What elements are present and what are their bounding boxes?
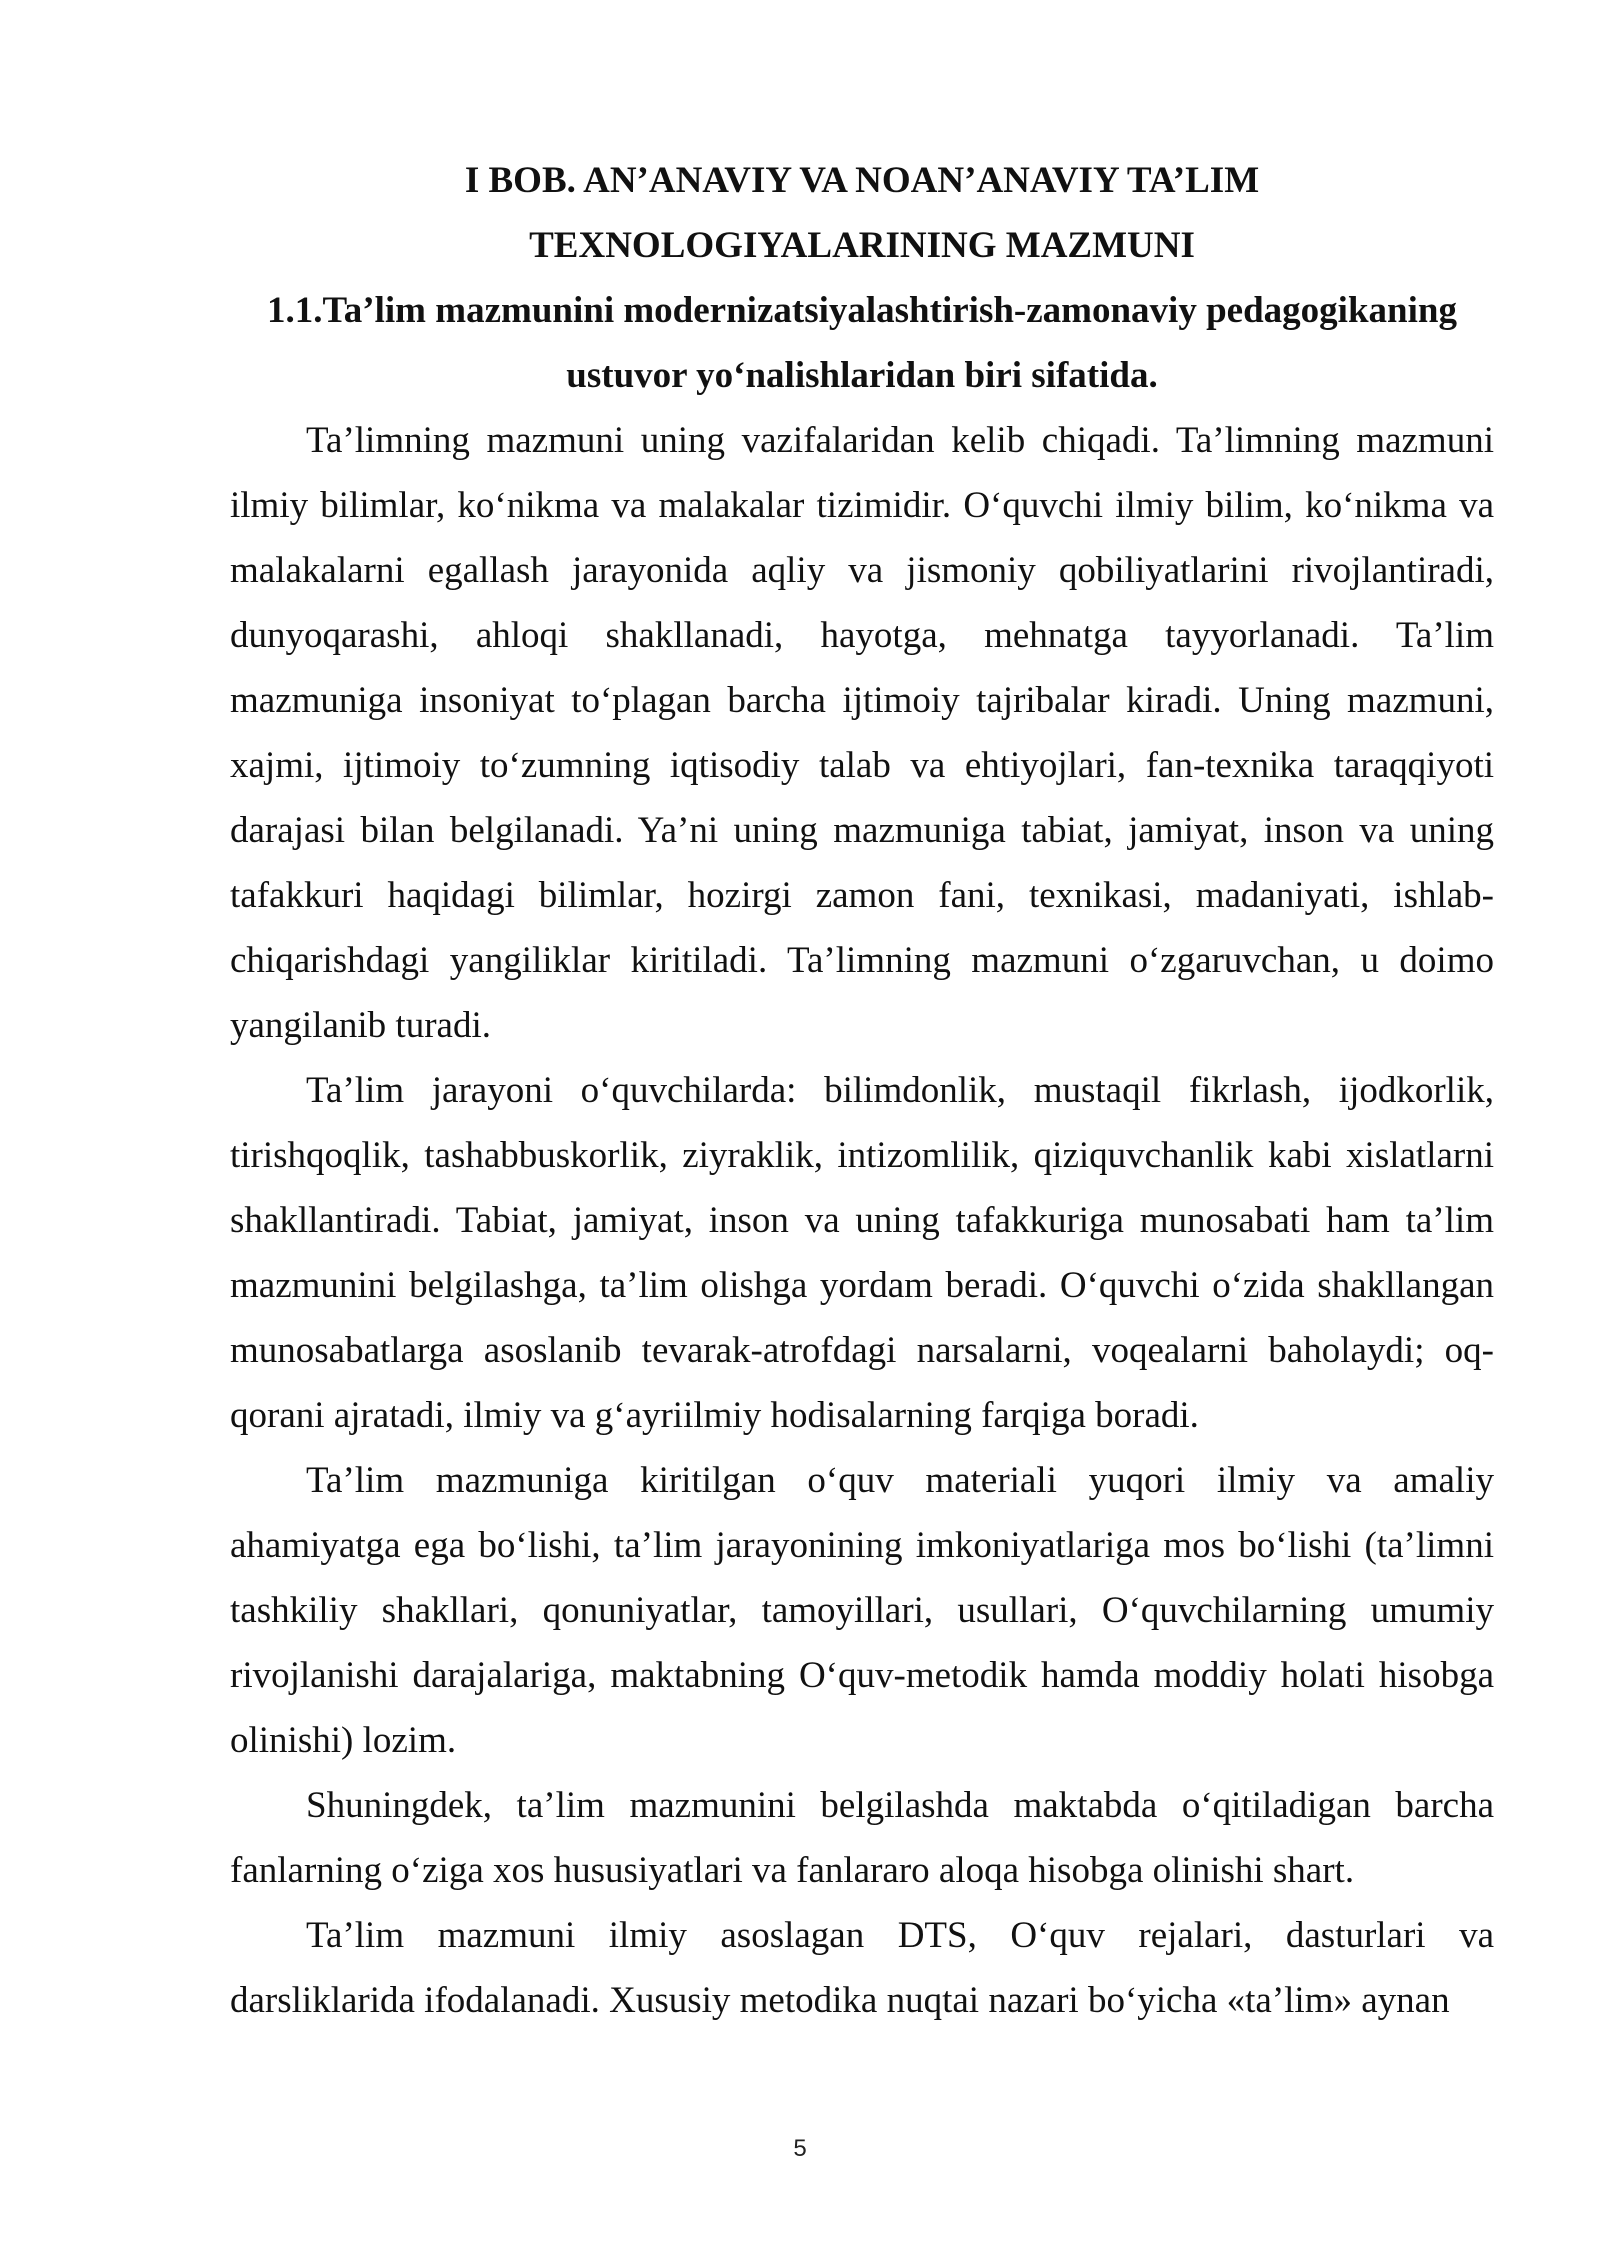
chapter-title-line-2: TEXNOLOGIYALARINING MAZMUNI bbox=[529, 225, 1195, 266]
paragraph-4: Shuningdek, ta’lim mazmunini belgilashda maktabda o‘qitiladigan barcha fanlarning o‘ziga xos hususiyatlari va fanlararo aloqa hisobga olinishi shart. bbox=[230, 1785, 1494, 1891]
page-number: 5 bbox=[793, 2135, 807, 2162]
section-title-line-2: ustuvor yo‘nalishlaridan biri sifatida. bbox=[566, 355, 1158, 396]
chapter-title-line-1: I BOB. AN’ANAVIY VA NOAN’ANAVIY TA’LIM bbox=[464, 160, 1260, 201]
section-title-line-1: 1.1.Ta’lim mazmunini modernizatsiyalashtirish-zamonaviy pedagogikaning bbox=[267, 290, 1457, 331]
paragraph-5: Ta’lim mazmuni ilmiy asoslagan DTS, O‘quv rejalari, dasturlari va darsliklarida ifodalanadi. Xususiy metodika nuqtai nazari bo‘yicha «ta’lim» aynan bbox=[230, 1915, 1494, 2021]
paragraph-1: Ta’limning mazmuni uning vazifalaridan kelib chiqadi. Ta’limning mazmuni ilmiy bilimlar, ko‘nikma va malakalar tizimidir. O‘quvchi ilmiy bilim, ko‘nikma va malakalarni egallash jarayonida aqliy va jismoniy qobiliyatlarini rivojlantiradi, dunyoqarashi, ahloqi shakllanadi, hayotga, mehnatga tayyorlanadi. Ta’lim mazmuniga insoniyat to‘plagan barcha ijtimoiy tajribalar kiradi. Uning mazmuni, xajmi, ijtimoiy to‘zumning iqtisodiy talab va ehtiyojlari, fan-texnika taraqqiyoti darajasi bilan belgilanadi. Ya’ni uning mazmuniga tabiat, jamiyat, inson va uning tafakkuri haqidagi bilimlar, hozirgi zamon fani, texnikasi, madaniyati, ishlab-chiqarishdagi yangiliklar kiritiladi. Ta’limning mazmuni o‘zgaruvchan, u doimo yangilanib turadi. bbox=[230, 420, 1494, 1046]
paragraph-3: Ta’lim mazmuniga kiritilgan o‘quv materiali yuqori ilmiy va amaliy ahamiyatga ega bo‘lishi, ta’lim jarayonining imkoniyatlariga mos bo‘lishi (ta’limni tashkiliy shakllari, qonuniyatlar, tamoyillari, usullari, O‘quvchilarning umumiy rivojlanishi darajalariga, maktabning O‘quv-metodik hamda moddiy holati hisobga olinishi) lozim. bbox=[230, 1460, 1494, 1761]
document-page bbox=[230, 148, 1494, 2033]
paragraph-2: Ta’lim jarayoni o‘quvchilarda: bilimdonlik, mustaqil fikrlash, ijodkorlik, tirishqoqlik, tashabbuskorlik, ziyraklik, intizomlilik, qiziquvchanlik kabi xislatlarni shakllantiradi. Tabiat, jamiyat, inson va uning tafakkuriga munosabati ham ta’lim mazmunini belgilashga, ta’lim olishga yordam beradi. O‘quvchi o‘zida shakllangan munosabatlarga asoslanib tevarak-atrofdagi narsalarni, voqealarni baholaydi; oq-qorani ajratadi, ilmiy va g‘ayriilmiy hodisalarning farqiga boradi. bbox=[230, 1070, 1494, 1436]
